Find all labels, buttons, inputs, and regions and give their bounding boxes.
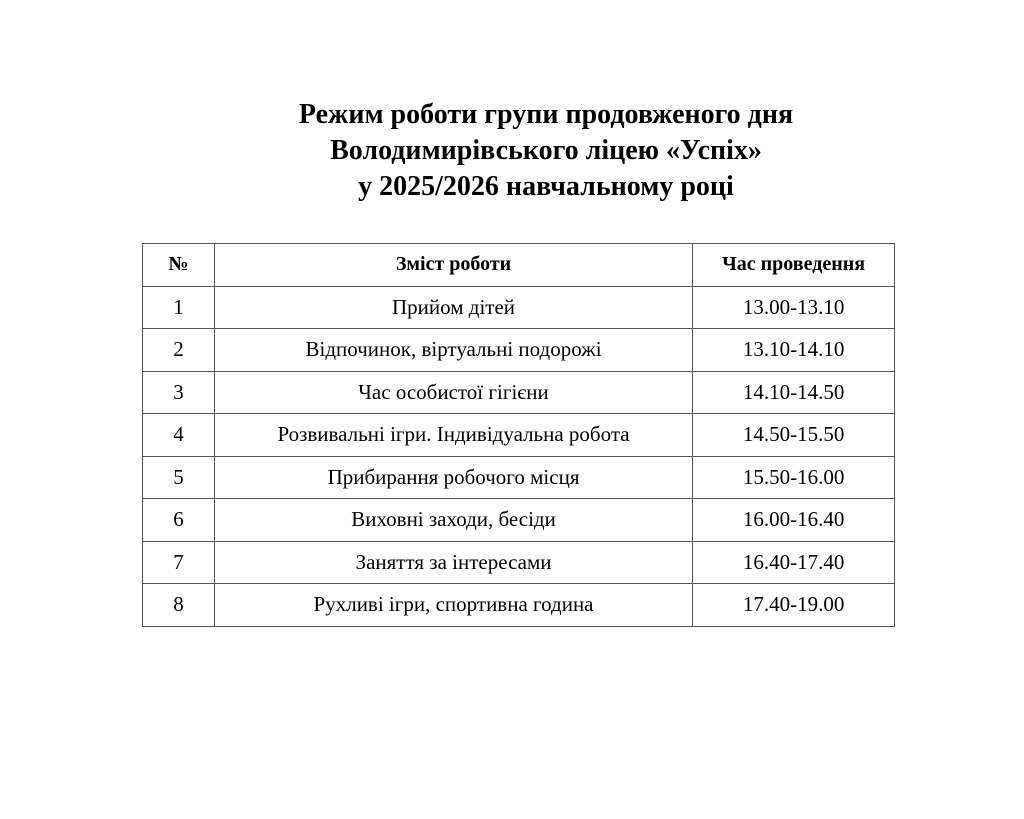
row-time: 13.10-14.10 [693,329,895,372]
header-time: Час проведення [693,244,895,287]
title-line: у 2025/2026 навчальному році [358,171,734,202]
row-number: 5 [143,456,215,499]
row-number: 7 [143,541,215,584]
row-time: 17.40-19.00 [693,584,895,627]
row-number: 3 [143,371,215,414]
table-header-row [143,244,895,287]
row-number: 8 [143,584,215,627]
table-row [143,584,895,627]
table-row [143,541,895,584]
schedule-table [142,243,895,627]
row-number: 6 [143,499,215,542]
title-line: Режим роботи групи продовженого дня [298,99,794,130]
row-time: 13.00-13.10 [693,286,895,329]
row-number: 2 [143,329,215,372]
row-time: 15.50-16.00 [693,456,895,499]
row-content: Відпочинок, віртуальні подорожі [214,329,692,372]
row-content: Виховні заходи, бесіди [214,499,692,542]
table-row [143,329,895,372]
row-time: 16.00-16.40 [693,499,895,542]
row-time: 14.10-14.50 [693,371,895,414]
row-content: Прибирання робочого місця [214,456,692,499]
row-time: 14.50-15.50 [693,414,895,457]
table-row [143,371,895,414]
row-content: Розвивальні ігри. Індивідуальна робота [214,414,692,457]
table-row [143,414,895,457]
table-row [143,286,895,329]
row-number: 4 [143,414,215,457]
row-content: Прийом дітей [214,286,692,329]
header-content: Зміст роботи [214,244,692,287]
table-row [143,456,895,499]
table-row [143,499,895,542]
row-content: Заняття за інтересами [214,541,692,584]
row-time: 16.40-17.40 [693,541,895,584]
document-title [146,97,946,205]
row-content: Рухливі ігри, спортивна година [214,584,692,627]
header-number: № [143,244,215,287]
row-content: Час особистої гігієни [214,371,692,414]
title-line: Володимирівського ліцею «Успіх» [330,135,762,166]
row-number: 1 [143,286,215,329]
